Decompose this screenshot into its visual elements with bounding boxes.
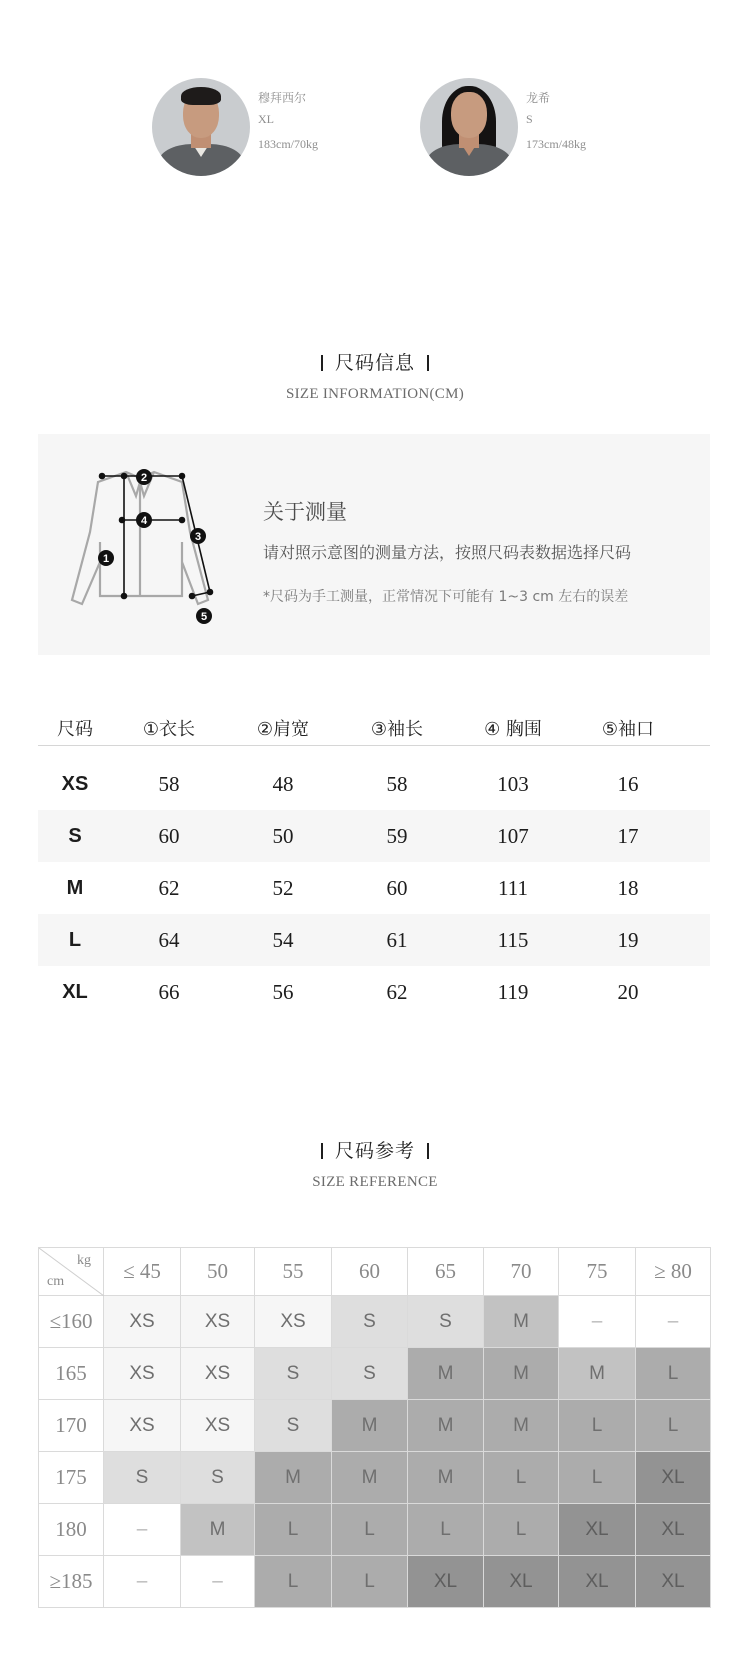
header-size: 尺码: [57, 718, 93, 740]
header-sleeve: ③袖长: [370, 718, 424, 740]
size-cell: XS: [181, 1348, 255, 1400]
weight-header-row: [39, 1248, 711, 1296]
model-stats: 173cm/48kg: [526, 137, 586, 151]
size-cell: L: [408, 1504, 484, 1556]
marker-3: 3: [194, 531, 202, 543]
table-row: [39, 1504, 711, 1556]
size-cell: S: [332, 1296, 408, 1348]
size-label: L: [68, 928, 82, 951]
size-cell: L: [332, 1556, 408, 1608]
table-row: [39, 1452, 711, 1504]
height-label: ≥185: [39, 1556, 104, 1608]
model-size: S: [526, 112, 533, 126]
weight-unit: kg: [77, 1253, 91, 1268]
table-cell: 111: [498, 875, 528, 900]
size-cell: L: [255, 1504, 332, 1556]
marker-1: 1: [102, 553, 110, 565]
size-cell: M: [332, 1400, 408, 1452]
table-cell: 107: [497, 823, 529, 848]
avatar: [420, 78, 518, 176]
table-cell: 56: [272, 979, 294, 1004]
weight-label: 50: [181, 1248, 255, 1296]
table-cell: 61: [386, 927, 408, 952]
size-cell: M: [255, 1452, 332, 1504]
size-cell: –: [559, 1296, 636, 1348]
size-cell: M: [484, 1296, 559, 1348]
table-row: [38, 966, 710, 1018]
table-cell: 119: [497, 979, 529, 1004]
marker-2: 2: [140, 472, 148, 484]
model-name: 穆拜西尔: [258, 91, 307, 105]
weight-label: 70: [484, 1248, 559, 1296]
size-cell: M: [484, 1400, 559, 1452]
table-cell: 52: [272, 875, 294, 900]
size-info-subtitle: SIZE INFORMATION(CM): [285, 386, 465, 402]
size-cell: L: [559, 1452, 636, 1504]
table-row: [39, 1556, 711, 1608]
size-reference-title: 尺码参考: [334, 1140, 415, 1162]
size-cell: XL: [636, 1452, 711, 1504]
size-table: [38, 710, 710, 1018]
size-cell: M: [408, 1452, 484, 1504]
header-length: ①衣长: [142, 718, 196, 740]
size-cell: S: [255, 1400, 332, 1452]
measurement-note: *尺码为手工测量，正常情况下可能有 1~3 cm 左右的误差: [263, 589, 629, 605]
size-cell: M: [559, 1348, 636, 1400]
size-reference-grid: [38, 1247, 711, 1608]
size-cell: L: [636, 1400, 711, 1452]
table-row: [38, 810, 710, 862]
size-cell: XS: [181, 1296, 255, 1348]
model-card-female: [420, 78, 586, 176]
measurement-heading: 关于测量: [263, 500, 347, 524]
size-cell: –: [181, 1556, 255, 1608]
table-cell: 54: [272, 927, 294, 952]
size-cell: S: [104, 1452, 181, 1504]
size-cell: XL: [636, 1556, 711, 1608]
model-stats: 183cm/70kg: [258, 137, 318, 151]
size-cell: L: [255, 1556, 332, 1608]
table-cell: 19: [617, 927, 639, 952]
size-label: M: [66, 876, 84, 899]
size-cell: M: [408, 1400, 484, 1452]
size-cell: –: [104, 1504, 181, 1556]
size-cell: XL: [484, 1556, 559, 1608]
size-cell: M: [332, 1452, 408, 1504]
height-unit: cm: [47, 1274, 65, 1289]
table-cell: 59: [386, 823, 408, 848]
jacket-diagram-icon: [58, 452, 248, 642]
size-info-heading: [0, 348, 750, 403]
measurement-panel: [38, 434, 710, 655]
size-table-header: [38, 710, 710, 746]
table-row: [38, 758, 710, 810]
table-cell: 16: [617, 771, 639, 796]
height-label: 170: [39, 1400, 104, 1452]
size-cell: XL: [636, 1504, 711, 1556]
table-cell: 60: [158, 823, 180, 848]
table-cell: 62: [386, 979, 408, 1004]
size-cell: S: [255, 1348, 332, 1400]
header-chest: ④ 胸围: [484, 718, 542, 740]
weight-label: ≤ 45: [104, 1248, 181, 1296]
weight-label: ≥ 80: [636, 1248, 711, 1296]
size-info-title: 尺码信息: [334, 352, 415, 374]
size-cell: XS: [104, 1348, 181, 1400]
header-shoulder: ②肩宽: [256, 718, 310, 740]
size-cell: XS: [255, 1296, 332, 1348]
model-name: 龙希: [526, 91, 551, 105]
size-cell: XL: [559, 1556, 636, 1608]
table-row: [39, 1348, 711, 1400]
height-label: ≤160: [39, 1296, 104, 1348]
table-row: [39, 1400, 711, 1452]
model-size: XL: [258, 112, 274, 126]
size-cell: XS: [104, 1400, 181, 1452]
table-row: [39, 1296, 711, 1348]
model-card-male: [152, 78, 318, 176]
size-cell: L: [484, 1504, 559, 1556]
table-cell: 18: [617, 875, 639, 900]
size-cell: S: [408, 1296, 484, 1348]
table-cell: 48: [272, 771, 294, 796]
size-cell: L: [484, 1452, 559, 1504]
size-cell: M: [484, 1348, 559, 1400]
size-cell: XS: [181, 1400, 255, 1452]
size-cell: –: [104, 1556, 181, 1608]
size-cell: L: [332, 1504, 408, 1556]
table-cell: 62: [158, 875, 180, 900]
size-cell: M: [408, 1348, 484, 1400]
table-cell: 115: [497, 927, 529, 952]
table-cell: 50: [272, 823, 294, 848]
header-cuff: ⑤袖口: [601, 718, 655, 740]
marker-5: 5: [200, 611, 208, 623]
table-cell: 60: [386, 875, 408, 900]
avatar: [152, 78, 250, 176]
table-cell: 103: [497, 771, 529, 796]
size-cell: XS: [104, 1296, 181, 1348]
table-cell: 17: [617, 823, 639, 848]
table-row: [38, 914, 710, 966]
height-label: 165: [39, 1348, 104, 1400]
size-cell: –: [636, 1296, 711, 1348]
size-reference-subtitle: SIZE REFERENCE: [312, 1174, 438, 1190]
weight-label: 65: [408, 1248, 484, 1296]
table-cell: 64: [158, 927, 180, 952]
size-label: S: [68, 824, 82, 847]
table-cell: 58: [386, 771, 408, 796]
weight-label: 55: [255, 1248, 332, 1296]
size-cell: S: [181, 1452, 255, 1504]
size-cell: S: [332, 1348, 408, 1400]
size-cell: M: [181, 1504, 255, 1556]
grid-corner: [39, 1248, 104, 1296]
table-cell: 58: [158, 771, 180, 796]
size-label: XS: [61, 772, 89, 795]
size-cell: XL: [559, 1504, 636, 1556]
weight-label: 60: [332, 1248, 408, 1296]
marker-4: 4: [140, 515, 148, 527]
height-label: 175: [39, 1452, 104, 1504]
weight-label: 75: [559, 1248, 636, 1296]
size-reference-heading: [0, 1136, 750, 1191]
size-cell: XL: [408, 1556, 484, 1608]
size-label: XL: [62, 980, 88, 1003]
height-label: 180: [39, 1504, 104, 1556]
table-cell: 66: [158, 979, 180, 1004]
table-row: [38, 862, 710, 914]
size-cell: L: [636, 1348, 711, 1400]
measurement-instruction: 请对照示意图的测量方法，按照尺码表数据选择尺码: [263, 543, 632, 562]
table-cell: 20: [617, 979, 639, 1004]
size-cell: L: [559, 1400, 636, 1452]
